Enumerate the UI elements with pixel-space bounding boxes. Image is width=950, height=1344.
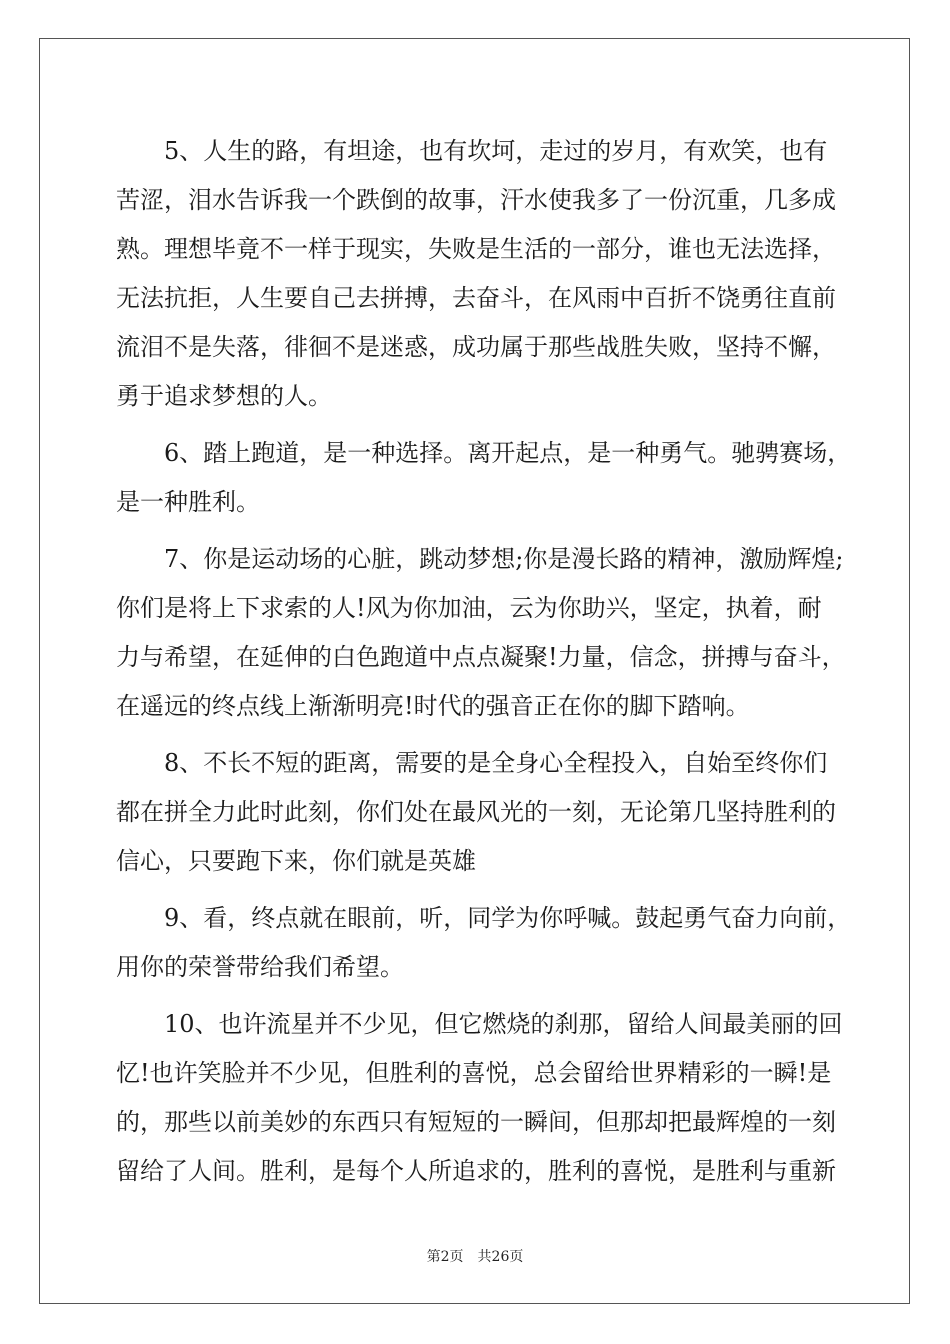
paragraph-10 <box>116 1000 856 1196</box>
text-line: 9、看，终点就在眼前，听，同学为你呼喊。鼓起勇气奋力向前， <box>116 904 852 932</box>
paragraph-7 <box>116 535 856 731</box>
text-line: 5、人生的路，有坦途，也有坎坷，走过的岁月，有欢笑，也有 <box>116 137 828 165</box>
text-line: 8、不长不短的距离，需要的是全身心全程投入，自始至终你们 <box>116 749 828 777</box>
page-number-total: 共26页 <box>477 1249 524 1265</box>
text-line: 是一种胜利。 <box>116 488 260 516</box>
text-line: 的，那些以前美妙的东西只有短短的一瞬间，但那却把最辉煌的一刻 <box>116 1108 836 1136</box>
text-line: 在遥远的终点线上渐渐明亮!时代的强音正在你的脚下踏响。 <box>116 692 750 720</box>
text-line: 力与希望，在延伸的白色跑道中点点凝聚!力量，信念，拼搏与奋斗， <box>116 643 846 671</box>
text-line: 忆!也许笑脸并不少见，但胜利的喜悦，总会留给世界精彩的一瞬!是 <box>116 1059 832 1087</box>
text-line: 流泪不是失落，徘徊不是迷惑，成功属于那些战胜失败，坚持不懈， <box>116 333 836 361</box>
text-line: 熟。理想毕竟不一样于现实，失败是生活的一部分，谁也无法选择， <box>116 235 836 263</box>
paragraph-5 <box>116 127 856 421</box>
document-body <box>116 127 856 1196</box>
text-line: 无法抗拒，人生要自己去拼搏，去奋斗，在风雨中百折不饶勇往直前 <box>116 284 836 312</box>
page-number-current: 第2页 <box>426 1249 464 1265</box>
text-line: 10、也许流星并不少见，但它燃烧的刹那，留给人间最美丽的回 <box>116 1010 843 1038</box>
page-footer <box>0 1246 950 1266</box>
text-line: 留给了人间。胜利，是每个人所追求的，胜利的喜悦，是胜利与重新 <box>116 1157 836 1185</box>
text-line: 用你的荣誉带给我们希望。 <box>116 953 404 981</box>
text-line: 信心，只要跑下来，你们就是英雄 <box>116 847 476 875</box>
text-line: 勇于追求梦想的人。 <box>116 382 332 410</box>
text-line: 7、你是运动场的心脏，跳动梦想;你是漫长路的精神，激励辉煌; <box>116 545 844 573</box>
text-line: 都在拼全力此时此刻，你们处在最风光的一刻，无论第几坚持胜利的 <box>116 798 836 826</box>
text-line: 6、踏上跑道，是一种选择。离开起点，是一种勇气。驰骋赛场， <box>116 439 852 467</box>
text-line: 苦涩，泪水告诉我一个跌倒的故事，汗水使我多了一份沉重，几多成 <box>116 186 836 214</box>
paragraph-8 <box>116 739 856 886</box>
text-line: 你们是将上下求索的人!风为你加油，云为你助兴，坚定，执着，耐 <box>116 594 822 622</box>
paragraph-9 <box>116 894 856 992</box>
paragraph-6 <box>116 429 856 527</box>
